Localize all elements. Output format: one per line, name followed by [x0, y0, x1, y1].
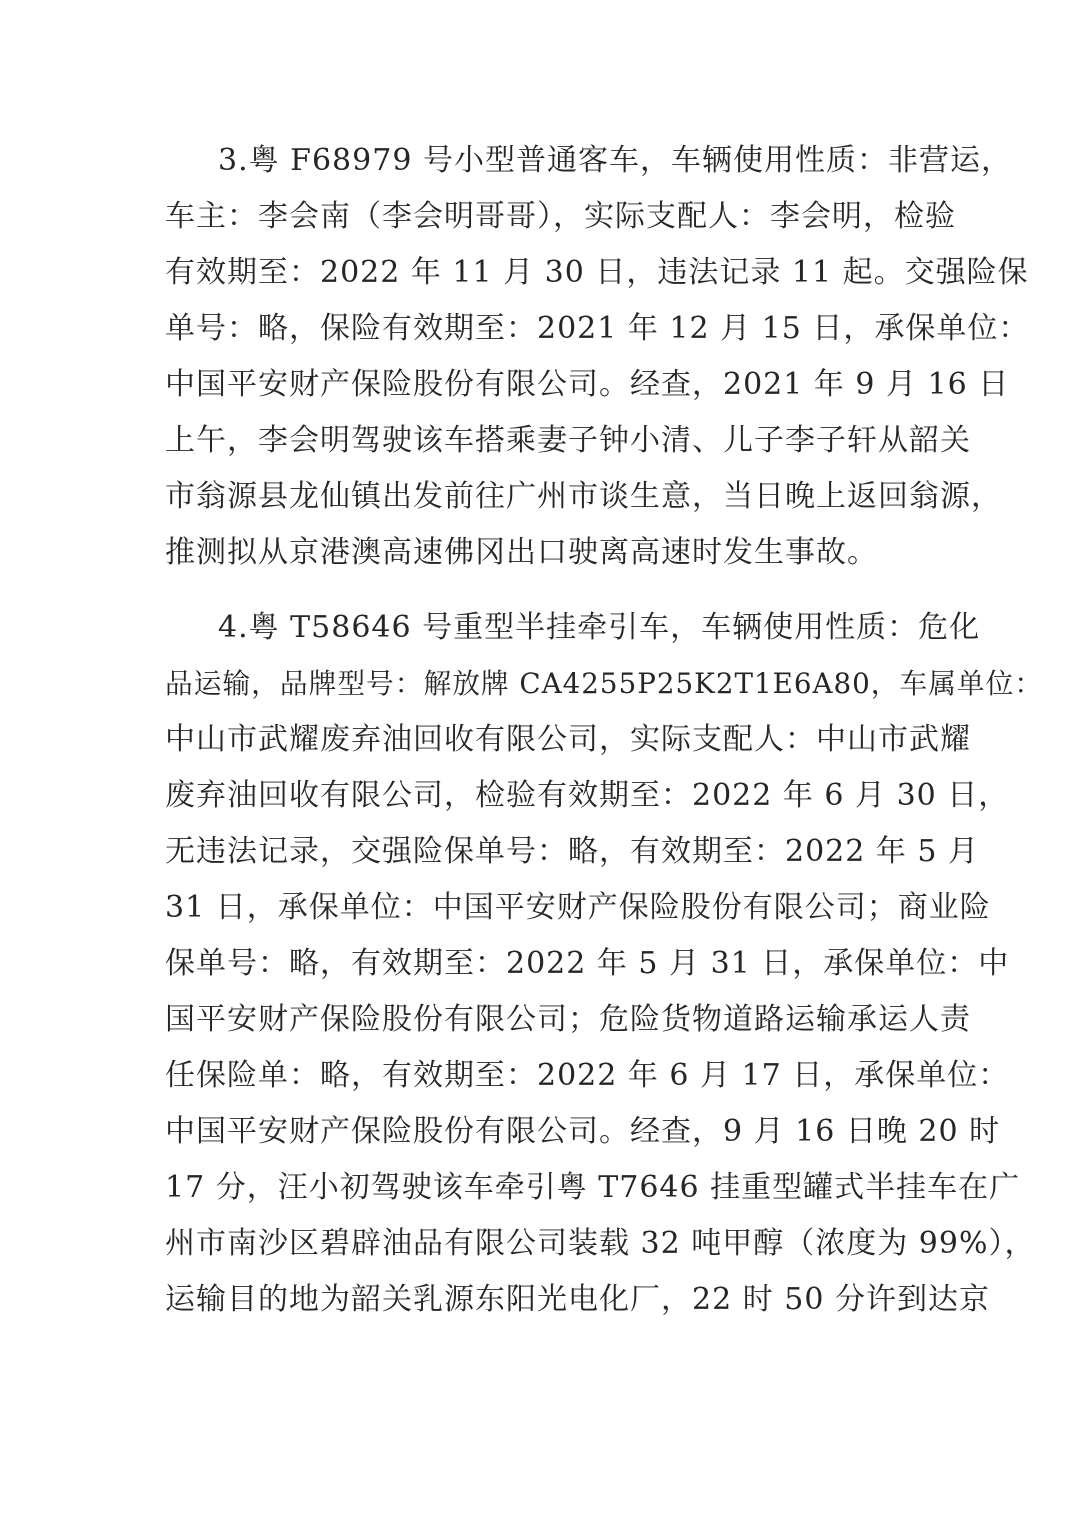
- text-line: 17 分，汪小初驾驶该车牵引粤 T7646 挂重型罐式半挂车在广: [165, 1170, 1021, 1205]
- text-line: 中国平安财产保险股份有限公司。经查，9 月 16 日晚 20 时: [165, 1114, 1001, 1149]
- text-line: 31 日，承保单位：中国平安财产保险股份有限公司；商业险: [165, 890, 991, 925]
- text-line: 中国平安财产保险股份有限公司。经查，2021 年 9 月 16 日: [165, 367, 1010, 402]
- text-line: 单号：略，保险有效期至：2021 年 12 月 15 日，承保单位：: [165, 311, 1030, 346]
- text-line: 运输目的地为韶关乳源东阳光电化厂，22 时 50 分许到达京: [165, 1282, 990, 1317]
- text-line: 品运输，品牌型号：解放牌 CA4255P25K2T1E6A80，车属单位：: [165, 667, 1044, 700]
- text-line: 3.粤 F68979 号小型普通客车，车辆使用性质：非营运，: [218, 143, 1012, 178]
- text-line: 任保险单：略，有效期至：2022 年 6 月 17 日，承保单位：: [165, 1058, 1010, 1093]
- text-line: 国平安财产保险股份有限公司；危险货物道路运输承运人责: [165, 1002, 971, 1037]
- text-line: 无违法记录，交强险保单号：略，有效期至：2022 年 5 月: [165, 834, 980, 869]
- text-line: 上午，李会明驾驶该车搭乘妻子钟小清、儿子李子轩从韶关: [165, 423, 971, 458]
- text-line: 州市南沙区碧辟油品有限公司装载 32 吨甲醇（浓度为 99%），: [165, 1226, 1036, 1261]
- text-line: 推测拟从京港澳高速佛冈出口驶离高速时发生事故。: [165, 535, 878, 570]
- text-line: 中山市武耀废弃油回收有限公司，实际支配人：中山市武耀: [165, 722, 971, 757]
- text-line: 有效期至：2022 年 11 月 30 日，违法记录 11 起。交强险保: [165, 255, 1029, 290]
- text-line: 4.粤 T58646 号重型半挂牵引车，车辆使用性质：危化: [218, 610, 981, 645]
- text-line: 保单号：略，有效期至：2022 年 5 月 31 日，承保单位：中: [165, 946, 1010, 981]
- text-line: 车主：李会南（李会明哥哥），实际支配人：李会明，检验: [165, 199, 956, 234]
- text-line: 市翁源县龙仙镇出发前往广州市谈生意，当日晚上返回翁源，: [165, 479, 1002, 514]
- text-line: 废弃油回收有限公司，检验有效期至：2022 年 6 月 30 日，: [165, 778, 1010, 813]
